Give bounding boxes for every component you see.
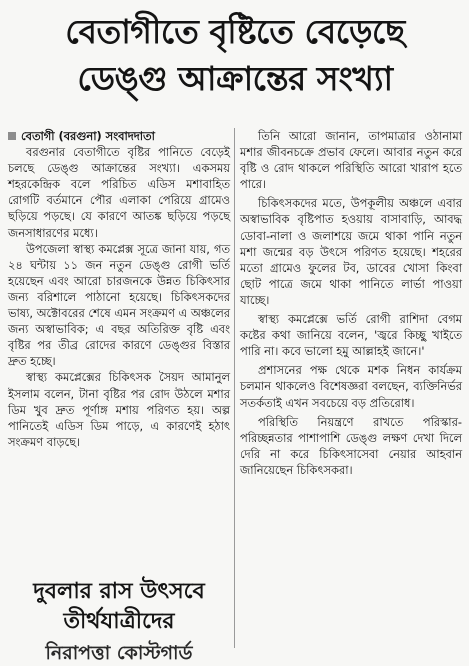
headline-line-1: বেতাগীতে বৃষ্টিতে বেড়েছে: [65, 12, 405, 51]
article-paragraph: প্রশাসনের পক্ষ থেকে মশক নিধন কার্যক্রম চলমান থাকলেও বিশেষজ্ঞরা বলছেন, ব্যক্তিনির্ভর সতর্কতাই এখন সবচেয়ে বড় প্রতিরোধ।: [240, 363, 462, 410]
right-column: [240, 128, 462, 478]
headline-line-2: ডেঙ্গু আক্রান্তের সংখ্যা: [77, 59, 393, 98]
byline-text: বেতাগী (বরগুনা) সংবাদদাতা: [21, 129, 155, 143]
byline: [8, 128, 230, 144]
article-paragraph: চিকিৎসকদের মতে, উপকূলীয় অঞ্চলে এবার অস্বাভাবিক বৃষ্টিপাত হওয়ায় বাসাবাড়ি, আবদ্ধ ডোবা-নালা ও জলাশয়ে জমে থাকা পানি নতুন মশা জন্মের বড় উৎসে পরিণত হয়েছে। শহরের মতো গ্রামেও ফুলের টব, ডাবের খোসা কিংবা ছোট পাত্রে জমে থাকা পানিতে লার্ভা পাওয়া যাচ্ছে।: [240, 196, 462, 307]
column-divider: [234, 128, 235, 648]
bullet-square-icon: [8, 132, 16, 140]
next-story-headline-line-3: নিরাপত্তা কোস্টগার্ড: [45, 642, 193, 664]
article-paragraph: স্বাস্থ্য কমপ্লেক্সের চিকিৎসক সৈয়দ আমানুল ইসলাম বলেন, টানা বৃষ্টির পর রোদ উঠলে মশার ডিম খুব দ্রুত পূর্ণাঙ্গ মশায় পরিণত হয়। অল্প পানিতেই এডিস ডিম পাড়ে, এ কারণেই হঠাৎ সংক্রমণ বাড়ছে।: [8, 370, 230, 449]
article-paragraph: স্বাস্থ্য কমপ্লেক্সে ভর্তি রোগী রাশিদা বেগম কষ্টের কথা জানিয়ে বলেন, 'জ্বরে কিচ্ছু খাইতে পারি না। কবে ভালো হমু আল্লাহই জানে।': [240, 312, 462, 359]
headline: [10, 8, 460, 102]
article-paragraph: তিনি আরো জানান, তাপমাত্রার ওঠানামা মশার জীবনচক্রে প্রভাব ফেলে। আবার নতুন করে বৃষ্টি ও রোদ থাকলে পরিস্থিতি আরো খারাপ হতে পারে।: [240, 129, 462, 192]
left-column: [8, 128, 230, 450]
next-story-headline-line-2: তীর্থযাত্রীদের: [63, 609, 175, 634]
article-paragraph: উপজেলা স্বাস্থ্য কমপ্লেক্স সূত্রে জানা যায়, গত ২৪ ঘন্টায় ১১ জন নতুন ডেঙ্গু রোগী ভর্তি হয়েছেন এবং আরো চারজনকে উন্নত চিকিৎসার জন্য বরিশালে পাঠানো হয়েছে। চিকিৎসকদের ভাষ্য, অক্টোবরের শেষে এমন সংক্রমণ এ অঞ্চলের জন্য অস্বাভাবিক; এ বছর অতিরিক্ত বৃষ্টি এবং বৃষ্টির পর তীব্র রোদের কারণে ডেঙ্গুর বিস্তার দ্রুত হচ্ছে।: [8, 241, 230, 369]
article-paragraph: পরিস্থিতি নিয়ন্ত্রণে রাখতে পরিস্কার-পরিচ্ছন্নতার পাশাপাশি ডেঙ্গু লক্ষণ দেখা দিলে দেরি না করে চিকিৎসাসেবা নেয়ার আহবান জানিয়েছেন চিকিৎসকরা।: [240, 414, 462, 477]
article-paragraph: বরগুনার বেতাগীতে বৃষ্টির পানিতে বেড়েই চলছে ডেঙ্গু আক্রান্তের সংখ্যা। একসময় শহরকেন্দ্রিক বলে পরিচিত এডিস মশাবাহিত রোগটি বর্তমানে পৌর এলাকা পেরিয়ে গ্রামেও ছড়িয়ে পড়ছে। যে কারণে আতঙ্ক ছড়িয়ে পড়ছে জনসাধারণের মধ্যে।: [8, 145, 230, 240]
next-story-headline-line-1: দুবলার রাস উৎসবে: [33, 579, 205, 604]
